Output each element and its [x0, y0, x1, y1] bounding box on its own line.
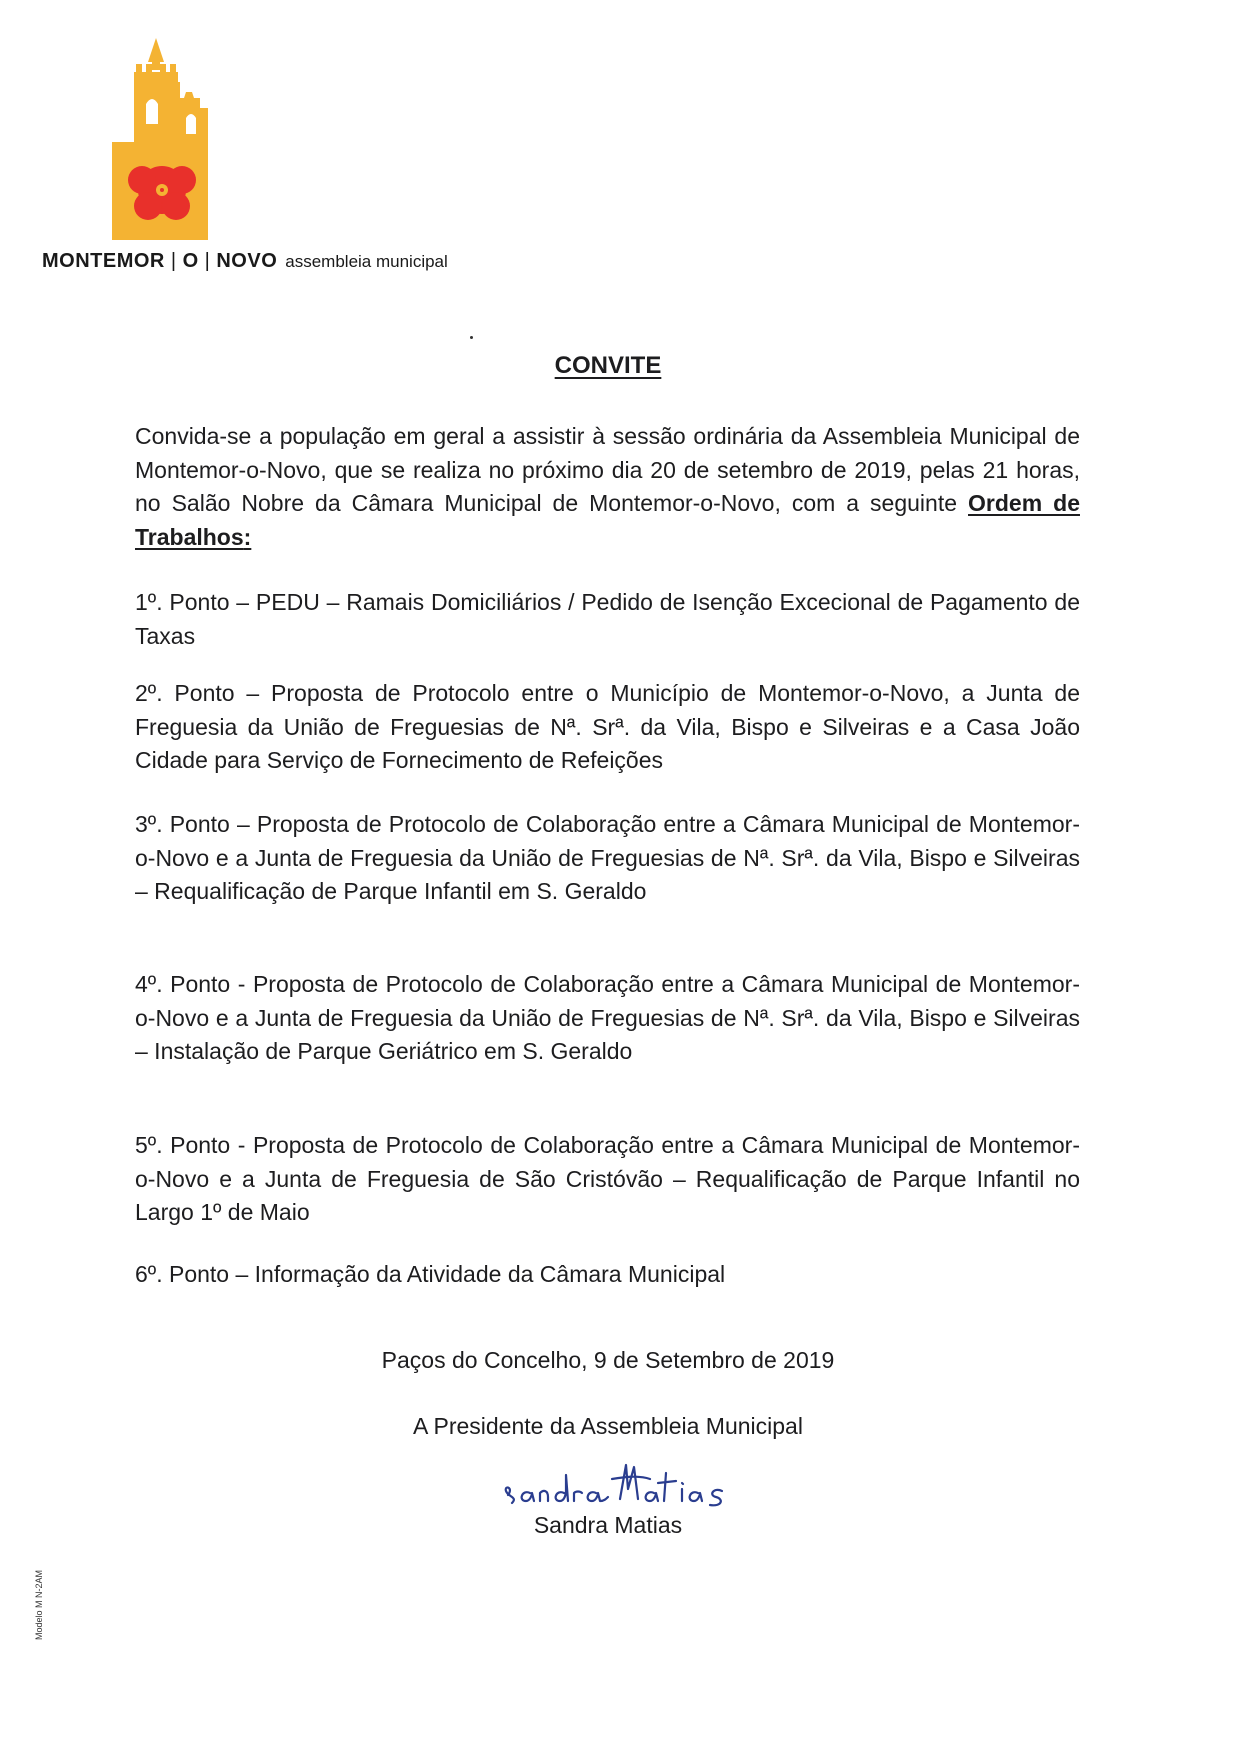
agenda-item-text: PEDU – Ramais Domiciliários / Pedido de Isenção Excecional de Pagamento de Taxas [135, 589, 1080, 649]
agenda-item [135, 968, 1080, 1069]
agenda-item-label: 4º. Ponto - [135, 971, 253, 997]
logo-separator: | [170, 250, 177, 272]
document-title: CONVITE [554, 352, 662, 379]
agenda-item-text: Proposta de Protocolo de Colaboração entre a Câmara Municipal de Montemor-o-Novo e a Junta de Freguesia da União de Freguesias de Nª. Srª. da Vila, Bispo e Silveiras – Requalificação de Parque Infantil em S. Geraldo [135, 811, 1080, 904]
logo-name-novo: NOVO [216, 250, 278, 272]
ordem-de-trabalhos: Ordem de Trabalhos [135, 490, 1080, 550]
handwritten-signature [500, 1455, 760, 1511]
agenda-item-text: Proposta de Protocolo de Colaboração entre a Câmara Municipal de Montemor-o-Novo e a Junta de Freguesia da União de Freguesias de Nª. Srª. da Vila, Bispo e Silveiras – Instalação de Parque Geriátrico em S. Geraldo [135, 971, 1080, 1064]
agenda-item-label: 3º. Ponto – [135, 811, 257, 837]
agenda-item [135, 586, 1080, 653]
logo-subtitle: assembleia municipal [285, 252, 448, 271]
place-date: Paços do Concelho, 9 de Setembro de 2019 [381, 1347, 835, 1373]
stray-dot [470, 336, 473, 339]
agenda-item-label: 5º. Ponto - [135, 1132, 253, 1158]
agenda-item [135, 677, 1080, 778]
logo-separator: | [204, 250, 211, 272]
agenda-item-label: 2º. Ponto – [135, 680, 272, 706]
logo-name-o: O [182, 250, 199, 272]
intro-text: Convida-se a população em geral a assistir à sessão ordinária da Assembleia Municipal de Montemor-o-Novo, que se realiza no próximo dia 20 de setembro de 2019, pelas 21 horas, no Salão Nobre da Câmara Municipal de Montemor-o-Novo, com a seguinte [135, 423, 1080, 516]
agenda-item-label: 6º. Ponto – [135, 1261, 255, 1287]
agenda-item-text: Informação da Atividade da Câmara Municipal [254, 1261, 726, 1287]
form-model-code: Modelo M N-2AM [34, 1569, 44, 1640]
agenda-item [135, 1258, 1080, 1292]
signatory-role: A Presidente da Assembleia Municipal [413, 1413, 803, 1439]
intro-colon: : [243, 523, 252, 550]
agenda-item-text: Proposta de Protocolo entre o Município de Montemor-o-Novo, a Junta de Freguesia da União de Freguesias de Nª. Srª. da Vila, Bispo e Silveiras e a Casa João Cidade para Serviço de Fornecimento de Refeições [135, 680, 1080, 773]
montemor-logo-emblem [112, 38, 228, 240]
agenda-item-text: Proposta de Protocolo de Colaboração entre a Câmara Municipal de Montemor-o-Novo e a Junta de Freguesia de São Cristóvão – Requalificação de Parque Infantil no Largo 1º de Maio [135, 1132, 1080, 1225]
agenda-item [135, 1129, 1080, 1230]
agenda-item [135, 808, 1080, 909]
signatory-name: Sandra Matias [533, 1512, 683, 1538]
intro-paragraph [135, 420, 1080, 554]
logo-wordmark [42, 250, 448, 273]
agenda-item-label: 1º. Ponto – [135, 589, 256, 615]
logo-name-montemor: MONTEMOR [42, 250, 165, 272]
